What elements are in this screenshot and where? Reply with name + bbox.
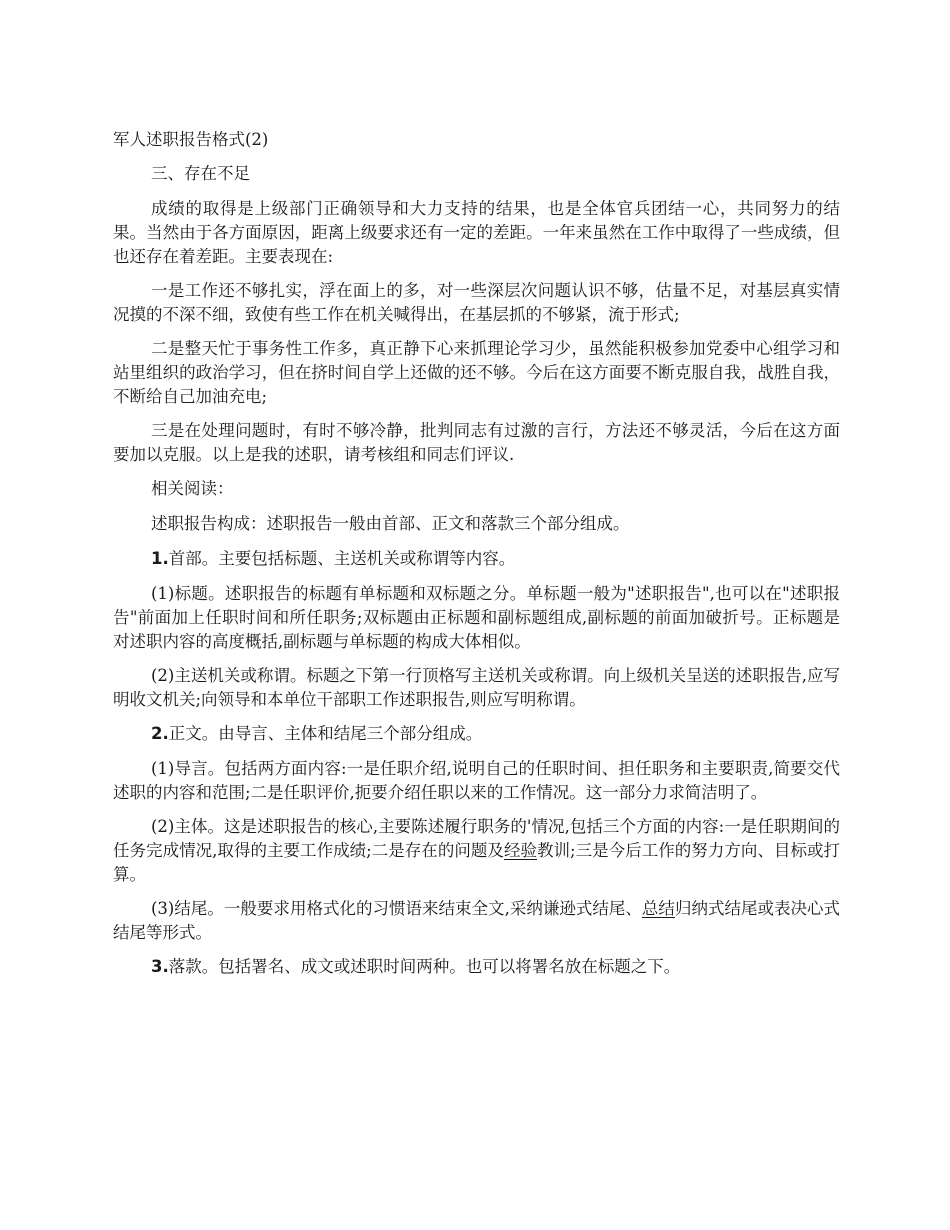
section-number: 1. [151, 549, 169, 568]
section-text: 首部。主要包括标题、主送机关或称谓等内容。 [168, 549, 516, 568]
link-experience[interactable]: 经验 [503, 841, 537, 860]
section-text: 落款。包括署名、成文或述职时间两种。也可以将署名放在标题之下。 [168, 957, 681, 976]
text-segment: 教训;三是今后工作的努力方向、目标或打算。 [113, 841, 841, 884]
text-segment: (2)主体。这是述职报告的核心,主要陈述履行职务的'情况,包括三个方面的内容:一是任职期间的任务完成情况,取得的主要工作成绩;二是存在的问题及 [113, 817, 840, 860]
section-1-heading [113, 547, 840, 571]
paragraph-body-rules [113, 815, 840, 887]
paragraph-ending-rules [113, 897, 840, 945]
paragraph-shortcoming-3: 三是在处理问题时，有时不够冷静，批判同志有过激的言行，方法还不够灵活，今后在这方面要加以克服。以上是我的述职，请考核组和同志们评议. [113, 421, 840, 464]
text-segment: 归纳式结尾或表决心式结尾等形式。 [113, 899, 841, 942]
related-reading-label: 相关阅读： [151, 479, 234, 498]
paragraph-shortcoming-2: 二是整天忙于事务性工作多，真正静下心来抓理论学习少，虽然能积极参加党委中心组学习和站里组织的政治学习，但在挤时间自学上还做的还不够。今后在这方面要不断克服自我，战胜自我，不断给自己加油充电; [113, 339, 840, 406]
link-summary[interactable]: 总结 [641, 899, 675, 918]
document-title: 军人述职报告格式(2) [113, 130, 269, 149]
section-heading: 三、存在不足 [151, 164, 250, 183]
section-number: 3. [151, 957, 169, 976]
paragraph-composition: 述职报告构成：述职报告一般由首部、正文和落款三个部分组成。 [151, 514, 630, 533]
paragraph-shortcoming-1: 一是工作还不够扎实，浮在面上的多，对一些深层次问题认识不够，估量不足，对基层真实情况摸的不深不细，致使有些工作在机关喊得出，在基层抓的不够紧，流于形式; [113, 281, 840, 324]
paragraph-addressee-rules: (2)主送机关或称谓。标题之下第一行顶格写主送机关或称谓。向上级机关呈送的述职报告,应写明收文机关;向领导和本单位干部职工作述职报告,则应写明称谓。 [113, 666, 840, 709]
section-3-heading [113, 955, 840, 979]
paragraph-title-rules: (1)标题。述职报告的标题有单标题和双标题之分。单标题一般为"述职报告",也可以在"述职报告"前面加上任职时间和所任职务;双标题由正标题和副标题组成,副标题的前面加破折号。正标题是对述职内容的高度概括,副标题与单标题的构成大体相似。 [113, 584, 840, 651]
section-2-heading [113, 722, 840, 746]
paragraph-intro: 成绩的取得是上级部门正确领导和大力支持的结果，也是全体官兵团结一心，共同努力的结果。当然由于各方面原因，距离上级要求还有一定的差距。一年来虽然在工作中取得了一些成绩，但也还存在着差距。主要表现在: [113, 199, 840, 266]
text-segment: (3)结尾。一般要求用格式化的习惯语来结束全文,采纳谦逊式结尾、 [151, 899, 642, 918]
document-body [113, 128, 840, 990]
section-text: 正文。由导言、主体和结尾三个部分组成。 [168, 724, 483, 743]
paragraph-introduction-rules: (1)导言。包括两方面内容:一是任职介绍,说明自己的任职时间、担任职务和主要职责,简要交代述职的内容和范围;二是任职评价,扼要介绍任职以来的工作情况。这一部分力求简洁明了。 [113, 759, 840, 802]
section-number: 2. [151, 724, 169, 743]
